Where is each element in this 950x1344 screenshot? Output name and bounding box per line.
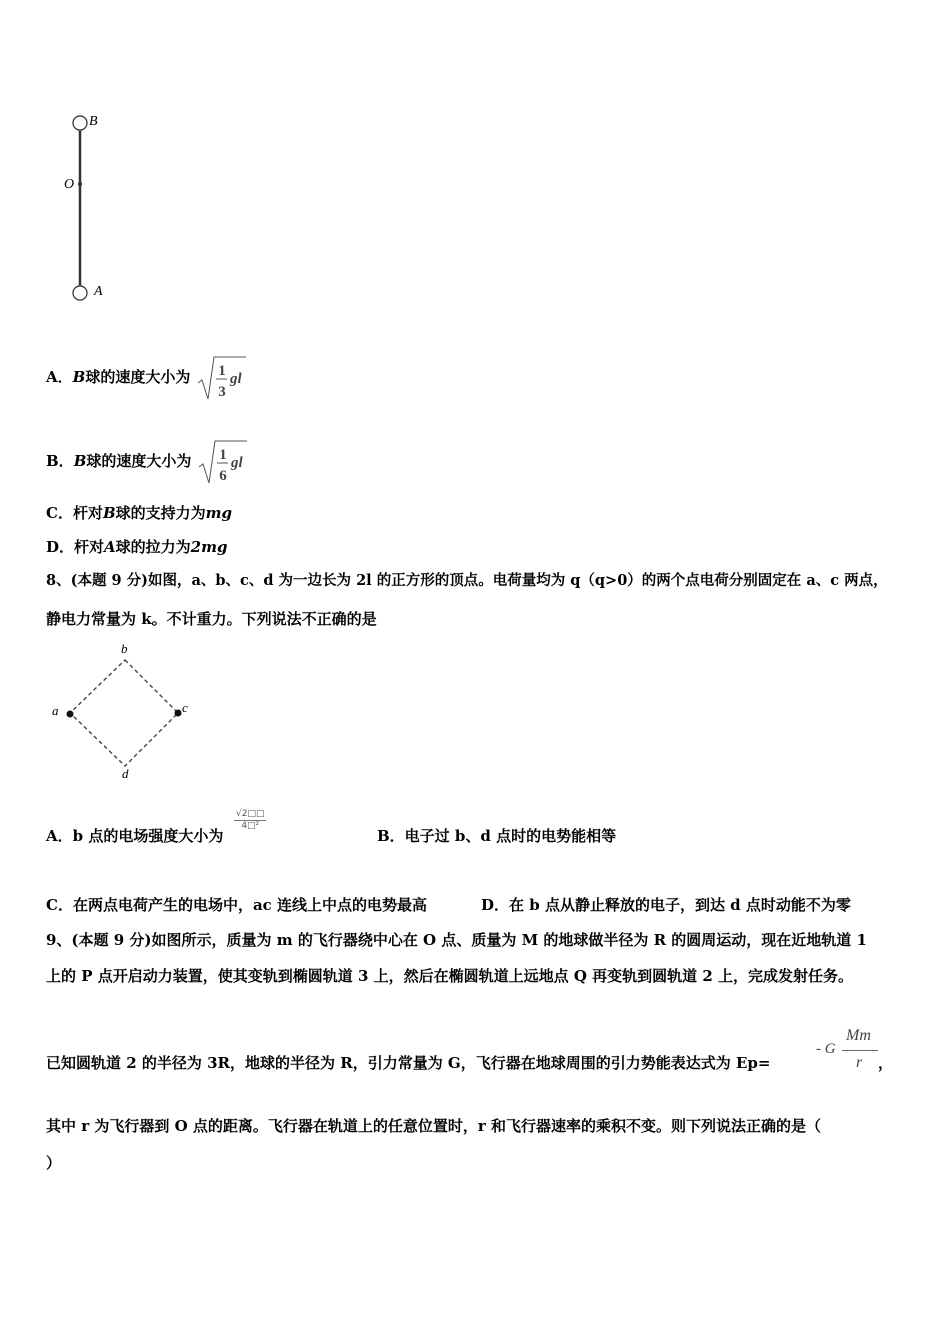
q8-line-2: 静电力常量为 k。不计重力。下列说法不正确的是	[46, 610, 377, 628]
option-text: A．b 点的电场强度大小为	[46, 827, 224, 845]
option-text: 球的支持力为	[115, 504, 206, 522]
q8-option-a-formula	[234, 809, 266, 832]
q8-line-1: 8、(本题 9 分)如图，a、b、c、d 为一边长为 2l 的正方形的顶点。电荷量均为 q（q>0）的两个点电荷分别固定在 a、c 两点，	[46, 572, 888, 589]
q8-option-c: C．在两点电荷产生的电场中，ac 连线上中点的电势最高	[46, 896, 428, 914]
formula-prefix: - G	[816, 1041, 836, 1057]
ball-a	[73, 286, 87, 300]
square-figure	[50, 640, 200, 785]
q9-line-1: 9、(本题 9 分)如图所示，质量为 m 的飞行器绕中心在 O 点、质量为 M 的地球做半径为 R 的圆周运动，现在近地轨道 1	[46, 931, 867, 949]
q9-line-2: 上的 P 点开启动力装置，使其变轨到椭圆轨道 3 上，然后在椭圆轨道上远地点 Q 再变轨到圆轨道 2 上，完成发射任务。	[46, 967, 854, 985]
square-outline	[70, 660, 178, 766]
label-b: B	[89, 114, 98, 129]
pivot-o	[78, 182, 82, 186]
frac-tail: gl	[229, 371, 242, 387]
q9-line-3-end: ，	[878, 1054, 894, 1072]
option-text: 球的速度大小为	[85, 368, 191, 386]
option-prefix: D．杆对	[46, 538, 105, 556]
option-text: 球的拉力为	[115, 538, 191, 556]
formula-den: r	[856, 1054, 863, 1071]
option-value: mg	[205, 504, 233, 522]
label-b-vertex: b	[121, 641, 128, 656]
q7-option-b	[46, 437, 249, 487]
frac-num: 1	[218, 447, 227, 463]
frac-tail: gl	[230, 455, 243, 471]
option-value: 2mg	[190, 538, 228, 556]
frac-den: 3	[217, 384, 226, 400]
formula-num: √2□□	[236, 809, 265, 819]
label-d-vertex: d	[122, 766, 129, 781]
ball-name: A	[104, 538, 116, 556]
formula-num: Mm	[846, 1027, 871, 1044]
q9-line-4: 其中 r 为飞行器到 O 点的距离。飞行器在轨道上的任意位置时，r 和飞行器速率的乘积不变。则下列说法正确的是（	[46, 1117, 821, 1135]
q8-option-a	[46, 826, 223, 846]
rod-figure	[60, 108, 130, 308]
option-prefix: C．杆对	[46, 504, 103, 522]
q7-option-d	[46, 537, 227, 557]
ball-name: B	[73, 452, 87, 470]
formula-bar	[842, 1050, 878, 1051]
q9-line-5: ）	[46, 1154, 62, 1172]
formula-den: 4□²	[241, 821, 260, 831]
option-text: 球的速度大小为	[86, 452, 192, 470]
q9-line-3: 已知圆轨道 2 的半径为 3R，地球的半径为 R，引力常量为 G，飞行器在地球周围的引力势能表达式为 Ep=	[46, 1054, 771, 1072]
sqrt-expression	[196, 353, 248, 403]
frac-num: 1	[217, 363, 226, 379]
label-a-vertex: a	[52, 703, 59, 718]
option-prefix: A．	[46, 368, 73, 386]
q7-option-c	[46, 503, 232, 523]
ball-b	[73, 116, 87, 130]
q8-option-d: D．在 b 点从静止释放的电子，到达 d 点时动能不为零	[481, 896, 851, 914]
frac-den: 6	[218, 468, 227, 484]
q7-option-a	[46, 353, 248, 403]
option-prefix: B．	[46, 452, 74, 470]
label-a: A	[94, 284, 103, 299]
ball-name: B	[72, 368, 86, 386]
label-o: O	[64, 177, 75, 192]
q8-option-b: B．电子过 b、d 点时的电势能相等	[377, 827, 617, 845]
label-c-vertex: c	[182, 700, 188, 715]
charge-c	[175, 710, 182, 717]
sqrt-expression	[197, 437, 249, 487]
charge-a	[67, 711, 74, 718]
ball-name: B	[102, 504, 116, 522]
